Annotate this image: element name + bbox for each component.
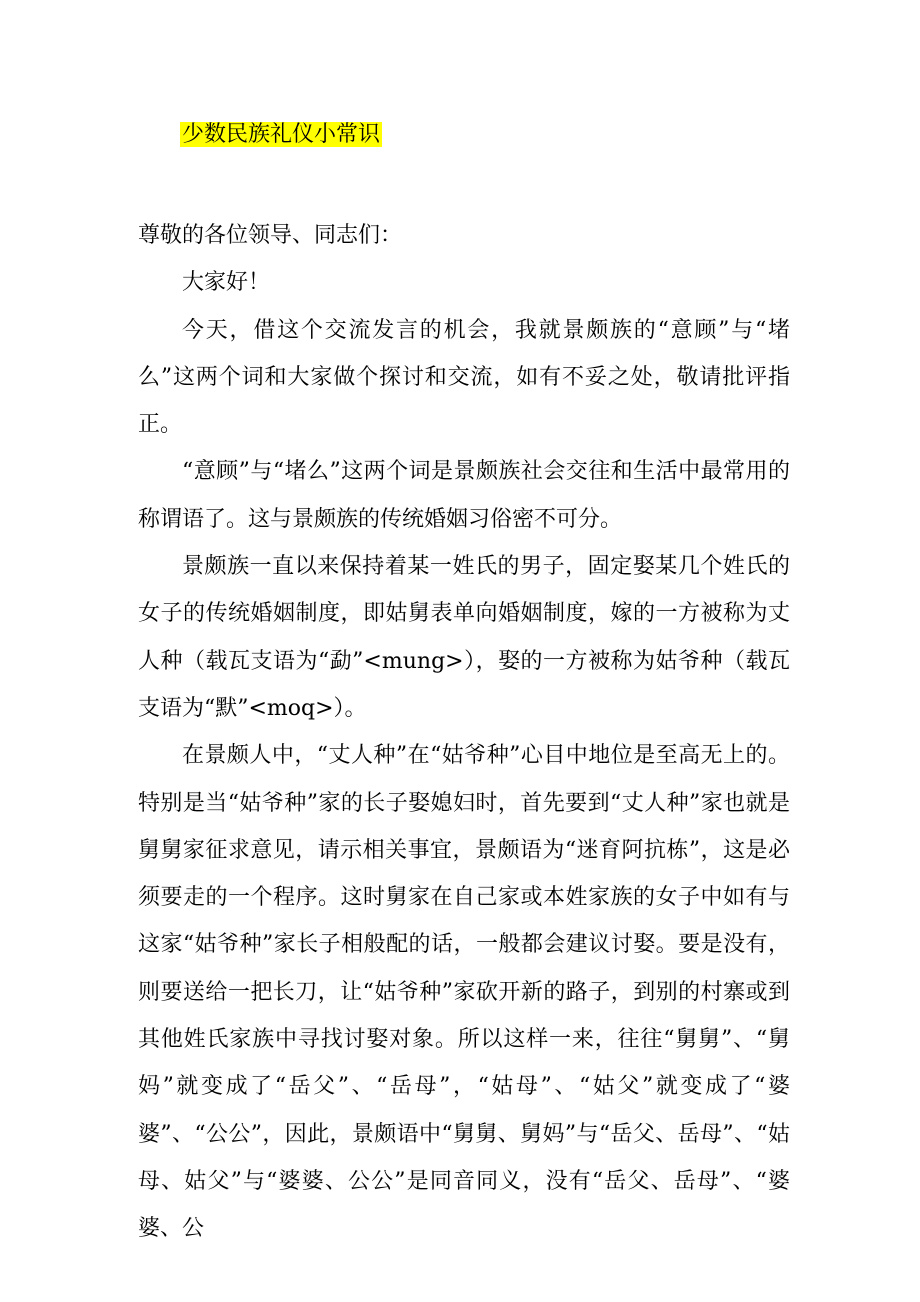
document-title	[180, 117, 382, 153]
greeting-paragraph: 大家好！	[182, 270, 271, 296]
marriage-system-paragraph: 景颇族一直以来保持着某一姓氏的男子，固定娶某几个姓氏的女子的传统婚姻制度，即姑舅表单向婚姻制度，嫁的一方被称为丈人种（载瓦支语为“勐”<mung>），娶的一方被称为姑爷种（载瓦支语为“默”<moq>）。	[138, 554, 790, 721]
salutation-paragraph: 尊敬的各位领导、同志们：	[138, 223, 403, 248]
intro-paragraph: 今天，借这个交流发言的机会，我就景颇族的“意顾”与“堵么”这两个词和大家做个探讨和交流，如有不妥之处，敬请批评指正。	[138, 317, 790, 438]
document-body	[138, 212, 790, 1253]
family-status-paragraph: 在景颇人中，“丈人种”在“姑爷种”心目中地位是至高无上的。特别是当“姑爷种”家的长子娶媳妇时，首先要到“丈人种”家也就是舅舅家征求意见，请示相关事宜，景颇语为“迷育阿抗栋”，这是必须要走的一个程序。这时舅家在自己家或本姓家族的女子中如有与这家“姑爷种”家长子相般配的话，一般都会建议讨娶。要是没有，则要送给一把长刀，让“姑爷种”家砍开新的路子，到别的村寨或到其他姓氏家族中寻找讨娶对象。所以这样一来，往往“舅舅”、“舅妈”就变成了“岳父”、“岳母”，“姑母”、“姑父”就变成了“婆婆”、“公公”，因此，景颇语中“舅舅、舅妈”与“岳父、岳母”、“姑母、姑父”与“婆婆、公公”是同音同义，没有“岳父、岳母”、“婆婆、公	[138, 743, 790, 1242]
highlighted-title-text: 少数民族礼仪小常识	[182, 122, 381, 147]
terms-paragraph: “意顾”与“堵么”这两个词是景颇族社会交往和生活中最常用的称谓语了。这与景颇族的传统婚姻习俗密不可分。	[138, 459, 790, 532]
